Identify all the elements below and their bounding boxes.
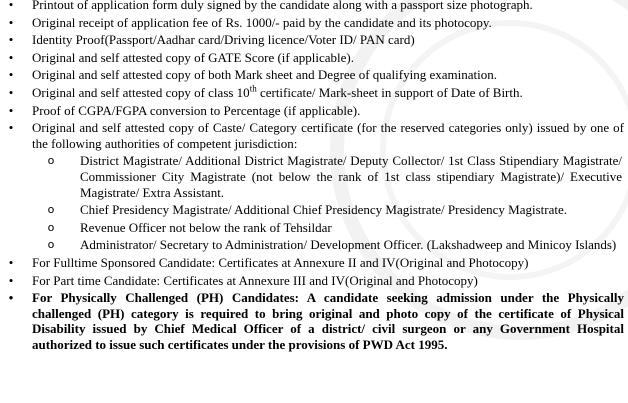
sub-item-text: District Magistrate/ Additional District Magistrate/ Deputy Collector/ 1st Class Stipendiary Magistrate/ Commissioner City Magistrate (not below the rank of 1st class stipendiary Magistrate)/ Executive Magistrate/ Extra Assistant.	[80, 153, 622, 200]
bullet-icon: •	[8, 102, 14, 118]
list-item-application-printout	[0, 0, 628, 13]
sub-item-district-magistrate	[0, 153, 628, 200]
list-item-text: Proof of CGPA/FGPA conversion to Percentage (if applicable).	[32, 102, 361, 118]
list-item-fee-receipt	[0, 15, 628, 31]
bullet-icon: •	[8, 254, 14, 270]
sub-item-revenue-officer	[0, 220, 628, 236]
list-item-text: Printout of application form duly signed by the candidate along with a passport size photograph.	[32, 0, 533, 12]
list-item-text: Original receipt of application fee of Rs. 1000/- paid by the candidate and its photocopy.	[32, 14, 492, 30]
list-item-fulltime-sponsored	[0, 255, 628, 271]
bullet-icon: •	[8, 120, 14, 136]
list-item-cgpa-conversion	[0, 103, 628, 119]
list-item-class-10-certificate	[0, 85, 628, 101]
sub-item-chief-presidency-magistrate	[0, 202, 628, 218]
bullet-icon: •	[8, 67, 14, 83]
circle-bullet-icon: o	[47, 203, 55, 217]
circle-bullet-icon: o	[47, 238, 55, 252]
list-item-text: Original and self attested copy of GATE Score (if applicable).	[32, 49, 354, 65]
sub-item-text: Administrator/ Secretary to Administration/ Development Officer. (Lakshadweep and Minicoy Islands)	[80, 237, 617, 253]
circle-bullet-icon: o	[47, 154, 55, 168]
bullet-icon: •	[8, 32, 14, 48]
sub-item-text: Revenue Officer not below the rank of Tehsildar	[80, 219, 332, 235]
list-item-text: Identity Proof(Passport/Aadhar card/Driving licence/Voter ID/ PAN card)	[32, 32, 415, 48]
bullet-icon: •	[8, 290, 14, 306]
bullet-icon: •	[8, 272, 14, 288]
bullet-icon: •	[8, 49, 14, 65]
list-item-text: For Physically Challenged (PH) Candidates: A candidate seeking admission under the Physically challenged (PH) category is required to bring original and photo copy of the certificate of Physical Disability issued by Chief Medical Officer of a district/ civil surgeon or any Government Hospital authorized to issue such certificates under the provisions of PWD Act 1995.	[32, 290, 624, 352]
bullet-icon: •	[8, 0, 14, 12]
bullet-icon: •	[8, 84, 14, 100]
list-item-gate-score	[0, 50, 628, 66]
list-item-part-time	[0, 273, 628, 289]
list-item-text-after: certificate/ Mark-sheet in support of Date of Birth.	[256, 84, 523, 100]
list-item-text: Original and self attested copy of Caste/ Category certificate (for the reserved categories only) issued by one of the following authorities of competent jurisdiction:	[32, 120, 624, 151]
superscript: th	[249, 83, 257, 94]
list-item-mark-sheet-degree	[0, 67, 628, 83]
sub-item-text: Chief Presidency Magistrate/ Additional Chief Presidency Magistrate/ Presidency Magistrate.	[80, 202, 568, 218]
bullet-icon: •	[8, 14, 14, 30]
circle-bullet-icon: o	[47, 220, 55, 234]
list-item-caste-certificate	[0, 120, 628, 151]
list-item-physically-challenged	[0, 290, 628, 352]
list-item-text: For Part time Candidate: Certificates at Annexure III and IV(Original and Photocopy)	[32, 272, 478, 288]
sub-item-administrator	[0, 237, 628, 253]
list-item-identity-proof	[0, 32, 628, 48]
list-item-text-before: Original and self attested copy of class 10	[32, 84, 250, 100]
list-item-text: For Fulltime Sponsored Candidate: Certificates at Annexure II and IV(Original and Photocopy)	[32, 254, 529, 270]
list-item-text: Original and self attested copy of both Mark sheet and Degree of qualifying examination.	[32, 67, 497, 83]
